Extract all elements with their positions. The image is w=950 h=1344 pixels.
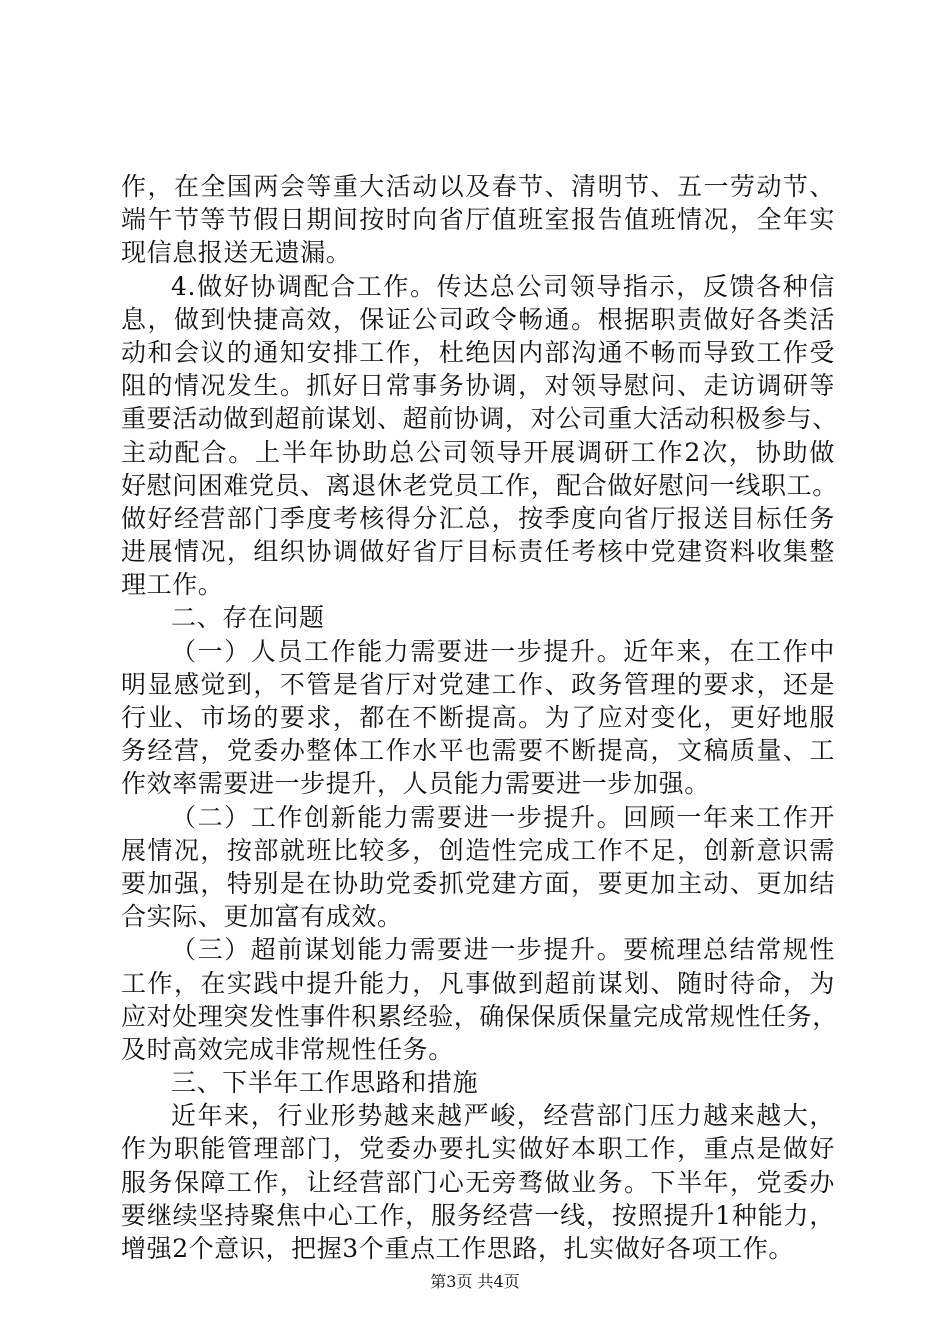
text-line: 务经营，党委办整体工作水平也需要不断提高，文稿质量、工 — [121, 736, 835, 766]
text-line: 阻的情况发生。抓好日常事务协调，对领导慰问、走访调研等 — [121, 371, 835, 401]
text-line: 合实际、更加富有成效。 — [121, 902, 403, 932]
text-line: 作，在全国两会等重大活动以及春节、清明节、五一劳动节、 — [121, 172, 835, 201]
page-footer: 第3页 共4页 — [430, 1272, 520, 1291]
text-line: 展情况，按部就班比较多，创造性完成工作不足，创新意识需 — [121, 835, 835, 865]
text-line: 端午节等节假日期间按时向省厅值班室报告值班情况，全年实 — [121, 205, 835, 235]
text-line: （三）超前谋划能力需要进一步提升。要梳理总结常规性 — [171, 935, 835, 965]
text-line: 现信息报送无遗漏。 — [121, 238, 352, 268]
text-line: 做好经营部门季度考核得分汇总，按季度向省厅报送目标任务 — [121, 503, 835, 533]
text-line: 近年来，行业形势越来越严峻，经营部门压力越来越大， — [171, 1101, 835, 1131]
text-line: 重要活动做到超前谋划、超前协调，对公司重大活动积极参与、 — [121, 404, 838, 434]
text-line: 4.做好协调配合工作。传达总公司领导指示，反馈各种信 — [171, 271, 835, 301]
text-line: 理工作。 — [121, 570, 224, 600]
text-line: 息，做到快捷高效，保证公司政令畅通。根据职责做好各类活 — [121, 304, 835, 334]
text-line: 服务保障工作，让经营部门心无旁骛做业务。下半年，党委办 — [121, 1167, 835, 1197]
text-line: 好慰问困难党员、离退休老党员工作，配合做好慰问一线职工。 — [121, 470, 838, 500]
text-line: 三、下半年工作思路和措施 — [171, 1068, 479, 1098]
text-line: （二）工作创新能力需要进一步提升。回顾一年来工作开 — [171, 802, 835, 832]
text-line: 要加强，特别是在协助党委抓党建方面，要更加主动、更加结 — [121, 868, 835, 898]
text-line: 明显感觉到，不管是省厅对党建工作、政务管理的要求，还是 — [121, 669, 835, 699]
text-line: 工作，在实践中提升能力，凡事做到超前谋划、随时待命，为 — [121, 968, 835, 998]
text-line: 要继续坚持聚焦中心工作，服务经营一线，按照提升1种能力， — [121, 1200, 835, 1230]
text-line: （一）人员工作能力需要进一步提升。近年来，在工作中 — [171, 636, 835, 666]
text-line: 作为职能管理部门，党委办要扎实做好本职工作，重点是做好 — [121, 1134, 835, 1164]
text-line: 作效率需要进一步提升，人员能力需要进一步加强。 — [121, 769, 710, 799]
text-line: 增强2个意识，把握3个重点工作思路，扎实做好各项工作。 — [121, 1234, 795, 1263]
text-line: 及时高效完成非常规性任务。 — [121, 1034, 454, 1064]
document-body — [121, 170, 838, 1265]
text-line: 二、存在问题 — [171, 603, 325, 633]
text-line: 行业、市场的要求，都在不断提高。为了应对变化，更好地服 — [121, 703, 835, 732]
text-line: 应对处理突发性事件积累经验，确保保质保量完成常规性任务， — [121, 1001, 838, 1031]
text-line: 主动配合。上半年协助总公司领导开展调研工作2次，协助做 — [121, 437, 835, 467]
text-line: 进展情况，组织协调做好省厅目标责任考核中党建资料收集整 — [121, 537, 835, 567]
text-line: 动和会议的通知安排工作，杜绝因内部沟通不畅而导致工作受 — [121, 337, 835, 367]
